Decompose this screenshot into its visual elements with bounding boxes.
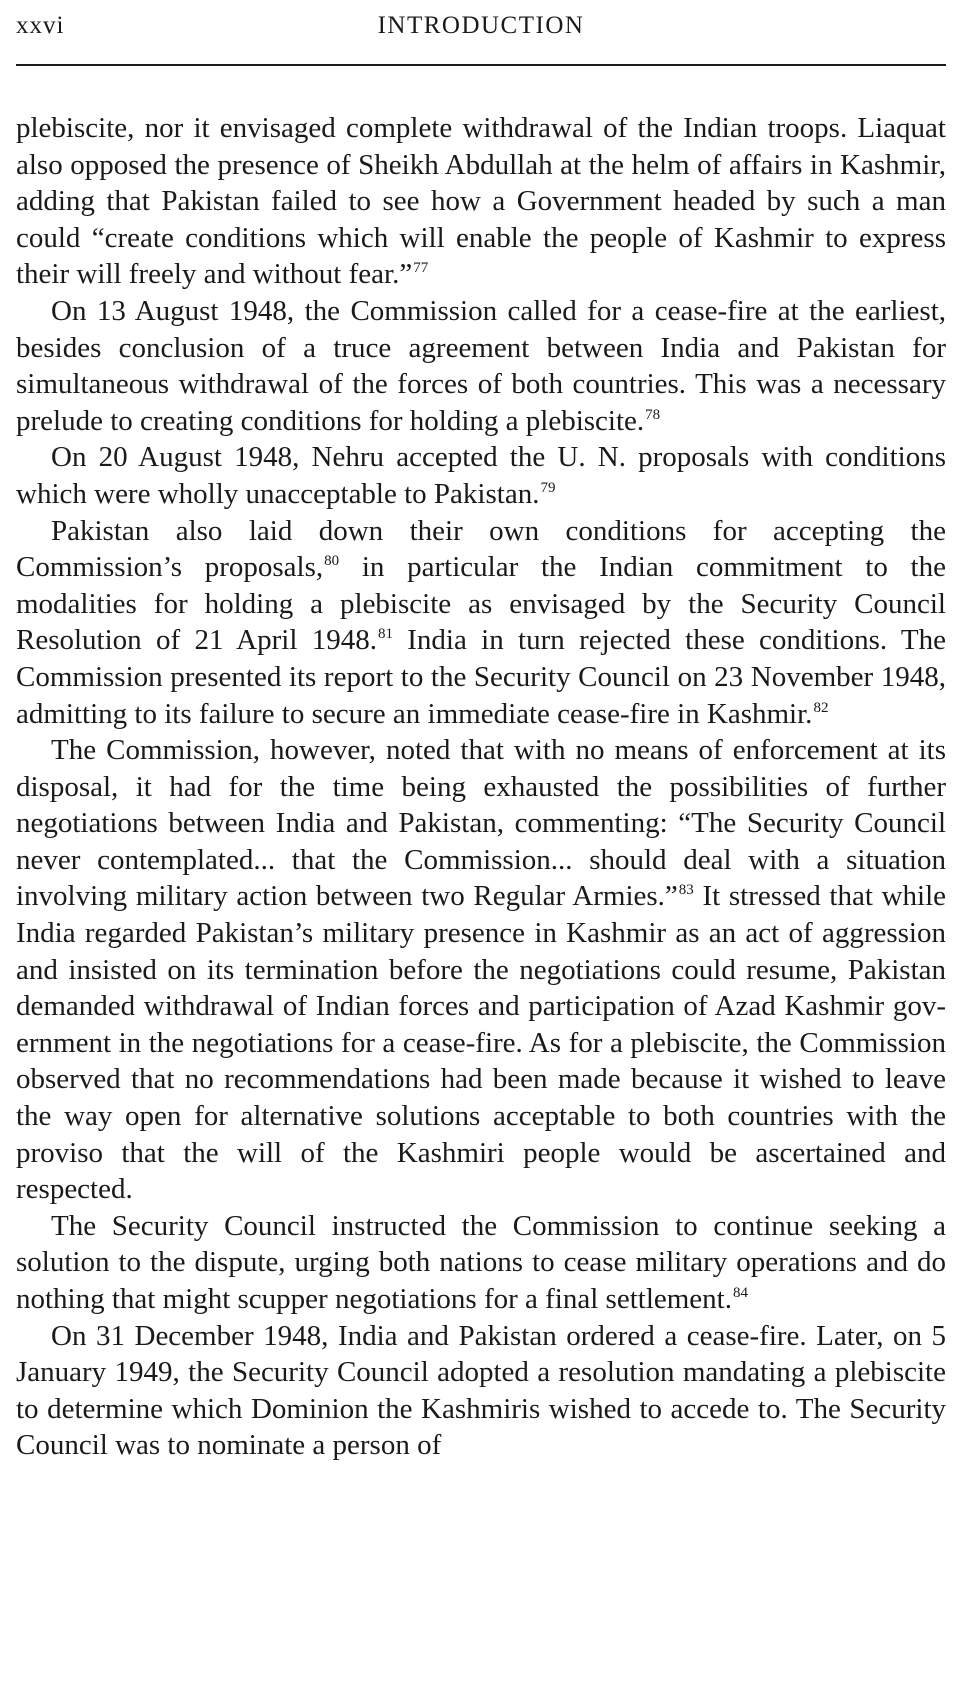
paragraph-text: plebiscite, nor it envisaged complete withdrawal of the Indian troops. Liaquat also opposed the presence of Sheikh Abdullah at the helm of affairs in Kashmir, adding that Pakistan failed to see how a Government headed by such a man could “create conditions which will enable the people of Kashmir to express their will freely and without fear.” [16, 112, 946, 291]
paragraph [16, 513, 946, 733]
page-number: xxvi [16, 12, 65, 39]
footnote-ref: 84 [732, 1285, 748, 1301]
header-rule [16, 64, 946, 66]
paragraph [16, 439, 946, 512]
footnote-ref: 83 [678, 882, 694, 899]
footnote-ref: 80 [324, 553, 340, 570]
footnote-ref: 82 [813, 699, 829, 716]
page-header [16, 8, 946, 48]
paragraph [16, 293, 946, 439]
paragraph-text: in particular the Indian commitment to the modalities for holding a plebiscite as envisaged by the Security Council Resolution of 21 April 1948. [16, 551, 946, 657]
paragraph-text: On 31 December 1948, India and Pakistan ordered a cease-fire. Later, on 5 January 1949, the Security Council adopted a resolution mandating a plebiscite to determine which Dominion the Kashmiris wished to accede to. The Security Council was to nominate a person of [16, 1319, 946, 1462]
paragraph-text: It stressed that while India regarded Pakistan’s military presence in Kashmir as an act of aggression and insisted on its termination before the negotiations could resume, Pakistan demanded withdrawal of Indian forces and participation of Azad Kashmir government in the negotiations for a cease-fire. As for a plebiscite, the Commission observed that no recommendations had been made because it wished to leave the way open for alternative solutions acceptable to both countries with the proviso that the will of the Kashmiri people would be ascertained and respected. [16, 880, 946, 1206]
paragraph [16, 110, 946, 293]
paragraph [16, 1208, 946, 1318]
paragraph-text: Pakistan also laid down their own conditions for accepting the Commission’s proposals, [16, 514, 946, 584]
paragraph-text: On 20 August 1948, Nehru accepted the U. N. proposals with conditions which were wholly unacceptable to Pakistan. [16, 441, 946, 510]
paragraph [16, 1318, 946, 1464]
running-head: INTRODUCTION [377, 12, 585, 39]
paragraph [16, 732, 946, 1208]
body-text [16, 110, 946, 1464]
footnote-ref: 77 [413, 260, 429, 277]
paragraph-text: The Commission, however, noted that with no means of enforcement at its disposal, it had for the time being exhausted the possibilities of further negotiations between India and Pakistan, commenting: “The Security Council never contemplated... that the Commission... should deal with a situation involving military action between two Regular Armies.” [16, 734, 946, 913]
footnote-ref: 78 [645, 406, 661, 423]
footnote-ref: 81 [377, 626, 393, 643]
paragraph-text: On 13 August 1948, the Commission called for a cease-fire at the earliest, besides conclusion of a truce agreement between India and Pakistan for simultaneous withdrawal of the forces of both countries. This was a necessary prelude to creating conditions for holding a plebiscite. [16, 294, 946, 437]
paragraph-text: India in turn rejected these conditions. The Commission presented its report to the Security Council on 23 November 1948, admitting to its failure to secure an immediate cease-fire in Kashmir. [16, 624, 946, 730]
footnote-ref: 79 [540, 479, 556, 496]
paragraph-text: The Security Council instructed the Commission to continue seeking a solution to the dispute, urging both nations to cease military operations and do nothing that might scupper negotiations for a final settlement. [16, 1209, 946, 1315]
